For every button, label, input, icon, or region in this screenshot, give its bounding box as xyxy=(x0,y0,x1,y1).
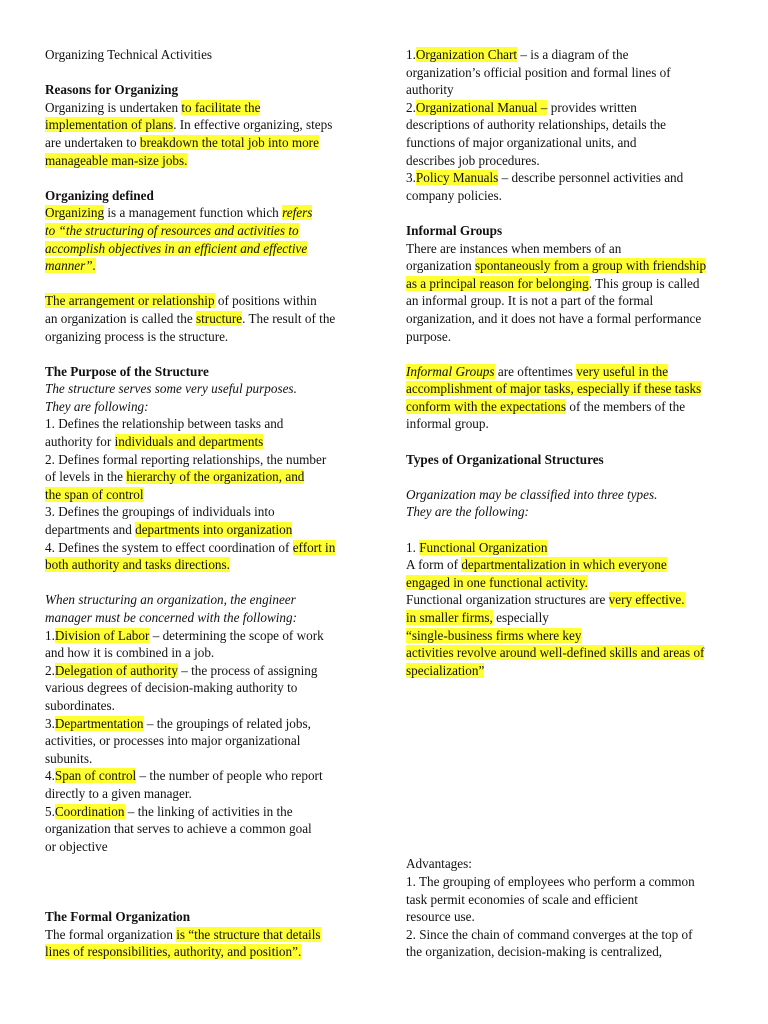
text-segment: – the number of people who report xyxy=(136,768,323,784)
text-line xyxy=(45,591,365,609)
text-line xyxy=(406,64,736,82)
text-segment: of positions within xyxy=(214,293,317,309)
blank-line xyxy=(406,433,736,451)
section-heading xyxy=(45,187,365,205)
text-line xyxy=(45,99,365,117)
text-segment: organization, and it does not have a formal performance xyxy=(406,310,702,326)
text-segment: directly to a given manager. xyxy=(45,785,192,801)
highlighted-text: implementation of plans xyxy=(45,117,174,133)
blank-line xyxy=(45,855,365,873)
text-line xyxy=(45,627,365,645)
highlighted-text: spontaneously from a group with friendship xyxy=(474,258,707,274)
text-line xyxy=(45,398,365,416)
text-line xyxy=(45,415,365,433)
highlighted-text: very useful in the xyxy=(576,363,669,379)
text-line xyxy=(406,486,736,504)
text-segment: manager must be concerned with the following: xyxy=(45,610,297,625)
text-line xyxy=(45,679,365,697)
highlighted-text: manageable man-size jobs. xyxy=(45,152,188,168)
text-line xyxy=(406,908,736,926)
text-segment: Types of Organizational Structures xyxy=(406,451,604,467)
highlighted-text: Organizational Manual – xyxy=(415,99,548,115)
highlighted-text: very effective. xyxy=(608,592,685,608)
highlighted-text: effort in xyxy=(292,539,336,555)
text-segment: They are following: xyxy=(45,398,149,414)
text-line xyxy=(45,926,365,944)
highlighted-text: accomplishment of major tasks, especially if these tasks xyxy=(406,381,702,397)
text-segment: Informal Groups xyxy=(406,222,503,238)
text-segment: The structure serves some very useful purposes. xyxy=(45,381,297,397)
highlighted-text: as a principal reason for belonging xyxy=(406,275,589,291)
text-line xyxy=(406,292,736,310)
text-segment: organization’s official position and formal lines of xyxy=(406,64,671,80)
blank-line xyxy=(406,838,736,856)
text-segment: 1. Defines the relationship between tasks and xyxy=(45,416,284,432)
highlighted-text: departments into organization xyxy=(135,522,293,538)
highlighted-text: Delegation of authority xyxy=(54,662,178,678)
text-line xyxy=(406,152,736,170)
blank-line xyxy=(406,803,736,821)
blank-line xyxy=(406,750,736,768)
blank-line xyxy=(406,679,736,697)
highlighted-text: engaged in one functional activity. xyxy=(406,574,588,590)
text-line xyxy=(45,433,365,451)
text-line xyxy=(45,750,365,768)
text-line xyxy=(45,46,365,64)
text-segment: 2. xyxy=(45,662,55,678)
text-line xyxy=(406,116,736,134)
text-line xyxy=(406,415,736,433)
text-segment: subunits. xyxy=(45,750,93,766)
text-segment: describes job procedures. xyxy=(406,152,540,168)
blank-line xyxy=(45,345,365,363)
text-line xyxy=(45,609,365,627)
text-line xyxy=(45,468,365,486)
text-line xyxy=(406,257,736,275)
blank-line xyxy=(406,204,736,222)
highlighted-text: both authority and tasks directions. xyxy=(45,557,230,573)
text-line xyxy=(45,715,365,733)
blank-line xyxy=(406,785,736,803)
text-segment: the organization, decision-making is centralized, xyxy=(406,944,663,960)
text-segment: The formal organization xyxy=(45,926,177,942)
text-segment: an informal group. It is not a part of the formal xyxy=(406,293,654,309)
left-column xyxy=(45,46,365,961)
text-line xyxy=(45,767,365,785)
highlighted-text: Policy Manuals xyxy=(415,170,499,186)
text-line xyxy=(406,81,736,99)
text-line xyxy=(406,380,736,398)
text-segment: organization xyxy=(406,258,475,274)
text-line xyxy=(406,891,736,909)
text-segment: Organizing Technical Activities xyxy=(45,47,213,62)
text-line xyxy=(45,292,365,310)
text-segment: are oftentimes xyxy=(494,363,577,379)
highlighted-text: departmentalization in which everyone xyxy=(461,557,667,573)
highlighted-text: Division of Labor xyxy=(54,627,150,643)
text-segment: . In effective organizing, steps xyxy=(173,117,333,133)
blank-line xyxy=(45,891,365,909)
text-line xyxy=(45,539,365,557)
text-line xyxy=(45,257,365,275)
text-segment: 1. xyxy=(406,539,420,555)
highlighted-text: structure xyxy=(196,310,243,326)
text-segment: organization that serves to achieve a common goal xyxy=(45,821,312,837)
text-line xyxy=(45,240,365,258)
highlighted-text: is “the structure that details xyxy=(176,926,321,942)
text-line xyxy=(406,873,736,891)
highlighted-text: The arrangement or relationship xyxy=(45,293,215,309)
text-line xyxy=(406,556,736,574)
text-line xyxy=(406,187,736,205)
text-line xyxy=(406,46,736,64)
text-segment: activities, or processes into major organizational xyxy=(45,733,301,749)
text-line xyxy=(406,240,736,258)
text-line xyxy=(45,785,365,803)
text-line xyxy=(406,662,736,680)
text-segment: provides written xyxy=(547,99,637,115)
text-line xyxy=(45,486,365,504)
text-segment: descriptions of authority relationships, details the xyxy=(406,117,667,133)
text-segment: – determining the scope of work xyxy=(149,627,324,643)
text-segment: and how it is combined in a job. xyxy=(45,645,215,661)
highlighted-text: lines of responsibilities, authority, and position”. xyxy=(45,944,302,960)
highlighted-text: Organization Chart xyxy=(415,47,518,62)
blank-line xyxy=(45,574,365,592)
section-heading xyxy=(406,222,736,240)
text-segment: various degrees of decision-making authority to xyxy=(45,680,298,696)
text-segment: authority xyxy=(406,82,454,98)
text-segment: Organizing defined xyxy=(45,187,154,203)
highlighted-text: accomplish objectives in an efficient and effective xyxy=(45,240,308,256)
text-line xyxy=(45,204,365,222)
text-segment: There are instances when members of an xyxy=(406,240,622,256)
text-line xyxy=(406,574,736,592)
highlighted-text: manner”. xyxy=(45,258,96,274)
highlighted-text: activities revolve around well-defined skills and areas of xyxy=(406,645,705,661)
blank-line xyxy=(45,275,365,293)
blank-line xyxy=(406,715,736,733)
text-line xyxy=(406,644,736,662)
text-line xyxy=(406,99,736,117)
text-segment: 1. xyxy=(45,627,55,643)
text-segment: 2. Defines formal reporting relationships, the number xyxy=(45,451,327,467)
text-segment: of levels in the xyxy=(45,469,127,485)
text-line xyxy=(45,380,365,398)
highlighted-text: to “the structuring of resources and activities to xyxy=(45,222,299,238)
text-segment: 2. Since the chain of command converges at the top of xyxy=(406,926,693,942)
text-segment: – the process of assigning xyxy=(177,662,318,678)
blank-line xyxy=(45,873,365,891)
text-segment: They are the following: xyxy=(406,504,529,520)
text-segment: Advantages: xyxy=(406,856,472,872)
highlighted-text: Organizing xyxy=(45,205,105,221)
text-segment: functions of major organizational units, and xyxy=(406,134,637,150)
text-segment: – the groupings of related jobs, xyxy=(143,715,311,731)
section-heading xyxy=(45,908,365,926)
highlighted-text: hierarchy of the organization, and xyxy=(126,469,305,485)
text-segment: – describe personnel activities and xyxy=(498,170,684,186)
text-line xyxy=(406,169,736,187)
section-heading xyxy=(45,363,365,381)
highlighted-text: conform with the expectations xyxy=(406,398,567,414)
text-line xyxy=(45,152,365,170)
text-line xyxy=(45,556,365,574)
text-line xyxy=(406,609,736,627)
text-segment: 1. xyxy=(406,47,416,62)
highlighted-text: specialization” xyxy=(406,662,485,678)
section-heading xyxy=(45,81,365,99)
text-segment: Organization may be classified into three types. xyxy=(406,486,658,502)
text-segment: especially xyxy=(492,610,549,625)
text-line xyxy=(406,591,736,609)
text-line xyxy=(406,134,736,152)
text-segment: Reasons for Organizing xyxy=(45,82,179,98)
text-segment: – is a diagram of the xyxy=(517,47,629,62)
blank-line xyxy=(406,732,736,750)
text-line xyxy=(45,310,365,328)
text-line xyxy=(45,451,365,469)
text-segment: is a management function which xyxy=(104,205,283,221)
text-segment: 4. xyxy=(45,768,55,784)
text-segment: Organizing is undertaken xyxy=(45,99,182,115)
text-segment: subordinates. xyxy=(45,697,115,713)
text-segment: 1. The grouping of employees who perform a common xyxy=(406,873,695,889)
text-line xyxy=(406,310,736,328)
text-segment: 5. xyxy=(45,803,55,819)
text-line xyxy=(406,328,736,346)
highlighted-text: individuals and departments xyxy=(114,434,264,450)
highlighted-text: in smaller firms, xyxy=(406,610,493,625)
text-segment: resource use. xyxy=(406,909,475,925)
text-segment: departments and xyxy=(45,522,136,538)
blank-line xyxy=(406,345,736,363)
text-line xyxy=(45,838,365,856)
text-segment: an organization is called the xyxy=(45,310,196,326)
text-segment: – the linking of activities in the xyxy=(124,803,293,819)
text-line xyxy=(406,926,736,944)
highlighted-text: to facilitate the xyxy=(181,99,261,115)
text-line xyxy=(406,275,736,293)
text-segment: Functional organization structures are xyxy=(406,592,609,608)
text-segment: 2. xyxy=(406,99,416,115)
text-line xyxy=(45,328,365,346)
text-line xyxy=(45,503,365,521)
text-line xyxy=(45,732,365,750)
text-segment: 3. Defines the groupings of individuals into xyxy=(45,504,275,520)
blank-line xyxy=(45,169,365,187)
text-line xyxy=(45,943,365,961)
highlighted-text: breakdown the total job into more xyxy=(139,134,319,150)
blank-line xyxy=(406,820,736,838)
text-segment: are undertaken to xyxy=(45,134,140,150)
text-segment: informal group. xyxy=(406,416,489,432)
text-line xyxy=(45,803,365,821)
highlighted-text: the span of control xyxy=(45,486,144,502)
highlighted-text: “single-business firms where key xyxy=(406,627,582,643)
highlighted-text: Departmentation xyxy=(54,715,144,731)
section-heading xyxy=(406,451,736,469)
text-segment: The Purpose of the Structure xyxy=(45,363,209,379)
text-segment: 4. Defines the system to effect coordination of xyxy=(45,539,293,555)
text-line xyxy=(406,398,736,416)
text-line xyxy=(45,116,365,134)
text-segment: The Formal Organization xyxy=(45,909,191,925)
text-line xyxy=(45,222,365,240)
blank-line xyxy=(406,697,736,715)
text-line xyxy=(406,363,736,381)
text-line xyxy=(45,662,365,680)
text-segment: or objective xyxy=(45,838,108,854)
text-line xyxy=(406,539,736,557)
text-segment: . This group is called xyxy=(588,275,700,291)
text-line xyxy=(45,521,365,539)
text-segment: When structuring an organization, the engineer xyxy=(45,592,296,608)
text-segment: . The result of the xyxy=(242,310,336,326)
text-segment: purpose. xyxy=(406,328,452,344)
text-segment: company policies. xyxy=(406,187,502,203)
text-line xyxy=(406,855,736,873)
highlighted-text: refers xyxy=(282,205,313,221)
text-line xyxy=(45,820,365,838)
text-segment: organizing process is the structure. xyxy=(45,328,229,344)
text-segment: A form of xyxy=(406,557,462,573)
text-line xyxy=(45,644,365,662)
blank-line xyxy=(45,64,365,82)
blank-line xyxy=(406,767,736,785)
text-segment: of the members of the xyxy=(566,398,686,414)
highlighted-text: Coordination xyxy=(54,803,125,819)
text-line xyxy=(45,697,365,715)
text-segment: authority for xyxy=(45,434,115,450)
text-segment: task permit economies of scale and efficient xyxy=(406,891,638,907)
text-line xyxy=(406,943,736,961)
text-line xyxy=(406,503,736,521)
right-column xyxy=(406,46,736,961)
blank-line xyxy=(406,521,736,539)
blank-line xyxy=(406,468,736,486)
text-segment: 3. xyxy=(45,715,55,731)
highlighted-text: Informal Groups xyxy=(406,363,495,379)
highlighted-text: Span of control xyxy=(54,768,137,784)
text-line xyxy=(45,134,365,152)
text-segment: 3. xyxy=(406,170,416,186)
text-line xyxy=(406,627,736,645)
highlighted-text: Functional Organization xyxy=(419,539,548,555)
